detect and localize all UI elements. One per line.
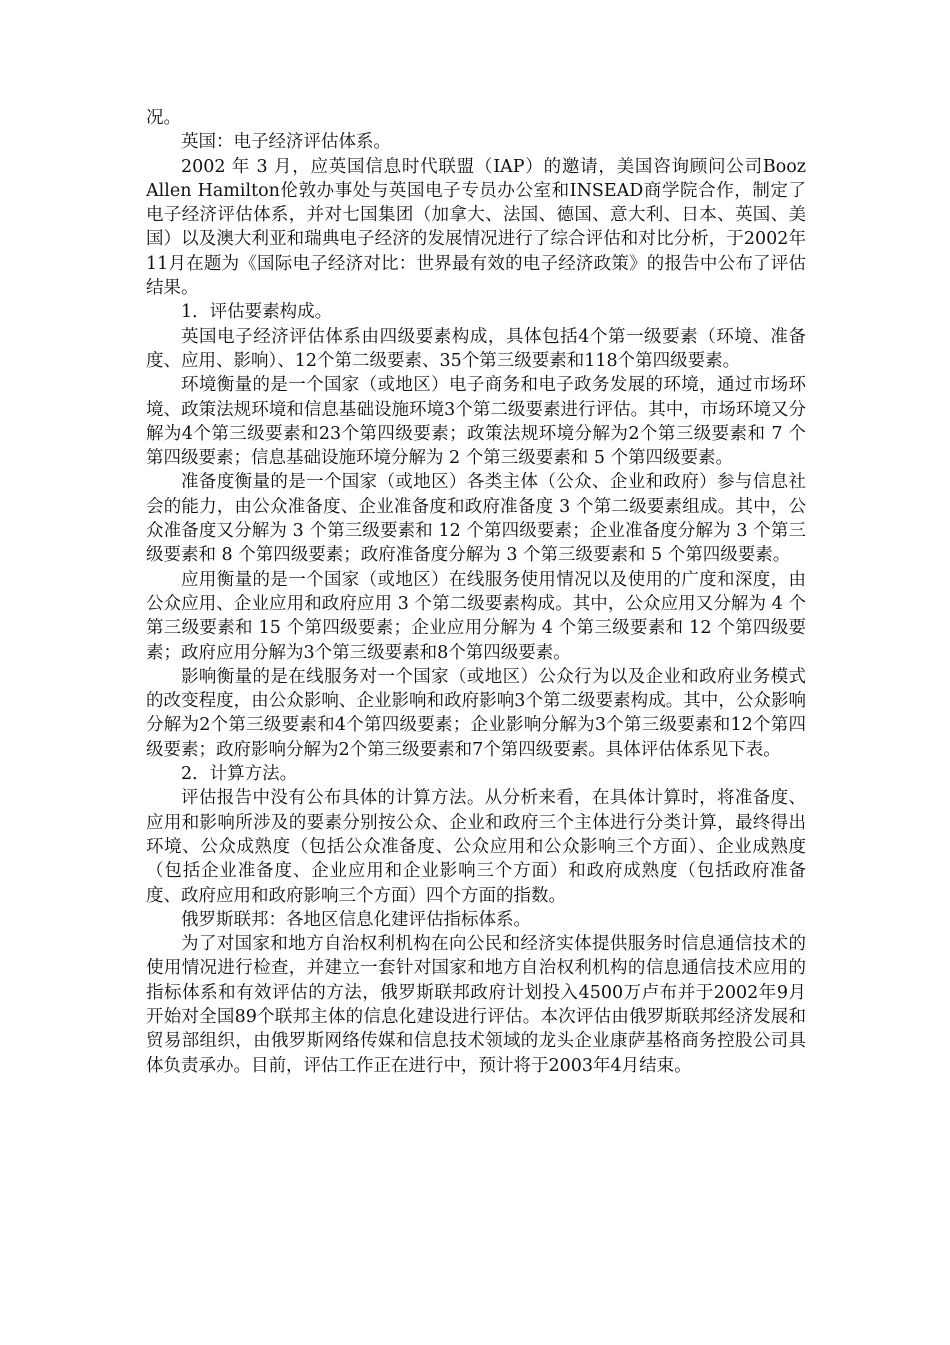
document-page bbox=[146, 106, 806, 1078]
heading-russia-system: 俄罗斯联邦：各地区信息化建评估指标体系。 bbox=[181, 909, 531, 930]
paragraph-environment: 环境衡量的是一个国家（或地区）电子商务和电子政务发展的环境，通过市场环境、政策法规环境和信息基础设施环境3个第二级要素进行评估。其中，市场环境又分解为4个第三级要素和23个第四级要素；政策法规环境分解为2个第三级要素和 7 个第四级要素；信息基础设施环境分解为 2 个第三级要素和 5 个第四级要素。 bbox=[146, 375, 806, 469]
heading-uk-system: 英国：电子经济评估体系。 bbox=[181, 132, 391, 153]
paragraph-uk-intro: 2002 年 3 月，应英国信息时代联盟（IAP）的邀请，美国咨询顾问公司Booz Allen Hamilton伦敦办事处与英国电子专员办公室和INSEAD商学院合作，制定了电子经济评估体系，并对七国集团（加拿大、法国、德国、意大利、日本、英国、美国）以及澳大利亚和瑞典电子经济的发展情况进行了综合评估和对比分析，于2002年11月在题为《国际电子经济对比：世界最有效的电子经济政策》的报告中公布了评估结果。 bbox=[146, 156, 806, 299]
heading-calculation-method: 2．计算方法。 bbox=[181, 764, 298, 785]
paragraph-continuation: 况。 bbox=[146, 108, 181, 128]
paragraph-four-levels: 英国电子经济评估体系由四级要素构成，具体包括4个第一级要素（环境、准备度、应用、影响）、12个第二级要素、35个第三级要素和118个第四级要素。 bbox=[146, 326, 806, 371]
paragraph-calculation: 评估报告中没有公布具体的计算方法。从分析来看，在具体计算时，将准备度、应用和影响所涉及的要素分别按公众、企业和政府三个主体进行分类计算，最终得出环境、公众成熟度（包括公众准备度、公众应用和公众影响三个方面）、企业成熟度（包括企业准备度、企业应用和企业影响三个方面）和政府成熟度（包括政府准备度、政府应用和政府影响三个方面）四个方面的指数。 bbox=[146, 788, 806, 906]
paragraph-russia: 为了对国家和地方自治权利机构在向公民和经济实体提供服务时信息通信技术的使用情况进行检查，并建立一套针对国家和地方自治权利机构的信息通信技术应用的指标体系和有效评估的方法，俄罗斯联邦政府计划投入4500万卢布并于2002年9月开始对全国89个联邦主体的信息化建设进行评估。本次评估由俄罗斯联邦经济发展和贸易部组织，由俄罗斯网络传媒和信息技术领域的龙头企业康萨基格商务控股公司具体负责承办。目前，评估工作正在进行中，预计将于2003年4月结束。 bbox=[146, 934, 806, 1076]
paragraph-application: 应用衡量的是一个国家（或地区）在线服务使用情况以及使用的广度和深度，由公众应用、企业应用和政府应用 3 个第二级要素构成。其中，公众应用又分解为 4 个第三级要素和 15 个第四级要素；企业应用分解为 4 个第三级要素和 12 个第四级要素；政府应用分解为3个第三级要素和8个第四级要素。 bbox=[146, 569, 806, 663]
paragraph-impact: 影响衡量的是在线服务对一个国家（或地区）公众行为以及企业和政府业务模式的改变程度，由公众影响、企业影响和政府影响3个第二级要素构成。其中，公众影响分解为2个第三级要素和4个第四级要素；企业影响分解为3个第三级要素和12个第四级要素；政府影响分解为2个第三级要素和7个第四级要素。具体评估体系见下表。 bbox=[146, 666, 806, 760]
heading-element-composition: 1．评估要素构成。 bbox=[181, 302, 333, 323]
paragraph-readiness: 准备度衡量的是一个国家（或地区）各类主体（公众、企业和政府）参与信息社会的能力，由公众准备度、企业准备度和政府准备度 3 个第二级要素组成。其中，公众准备度又分解为 3 个第三级要素和 12 个第四级要素；企业准备度分解为 3 个第三级要素和 8 个第四级要素；政府准备度分解为 3 个第三级要素和 5 个第四级要素。 bbox=[146, 472, 806, 566]
